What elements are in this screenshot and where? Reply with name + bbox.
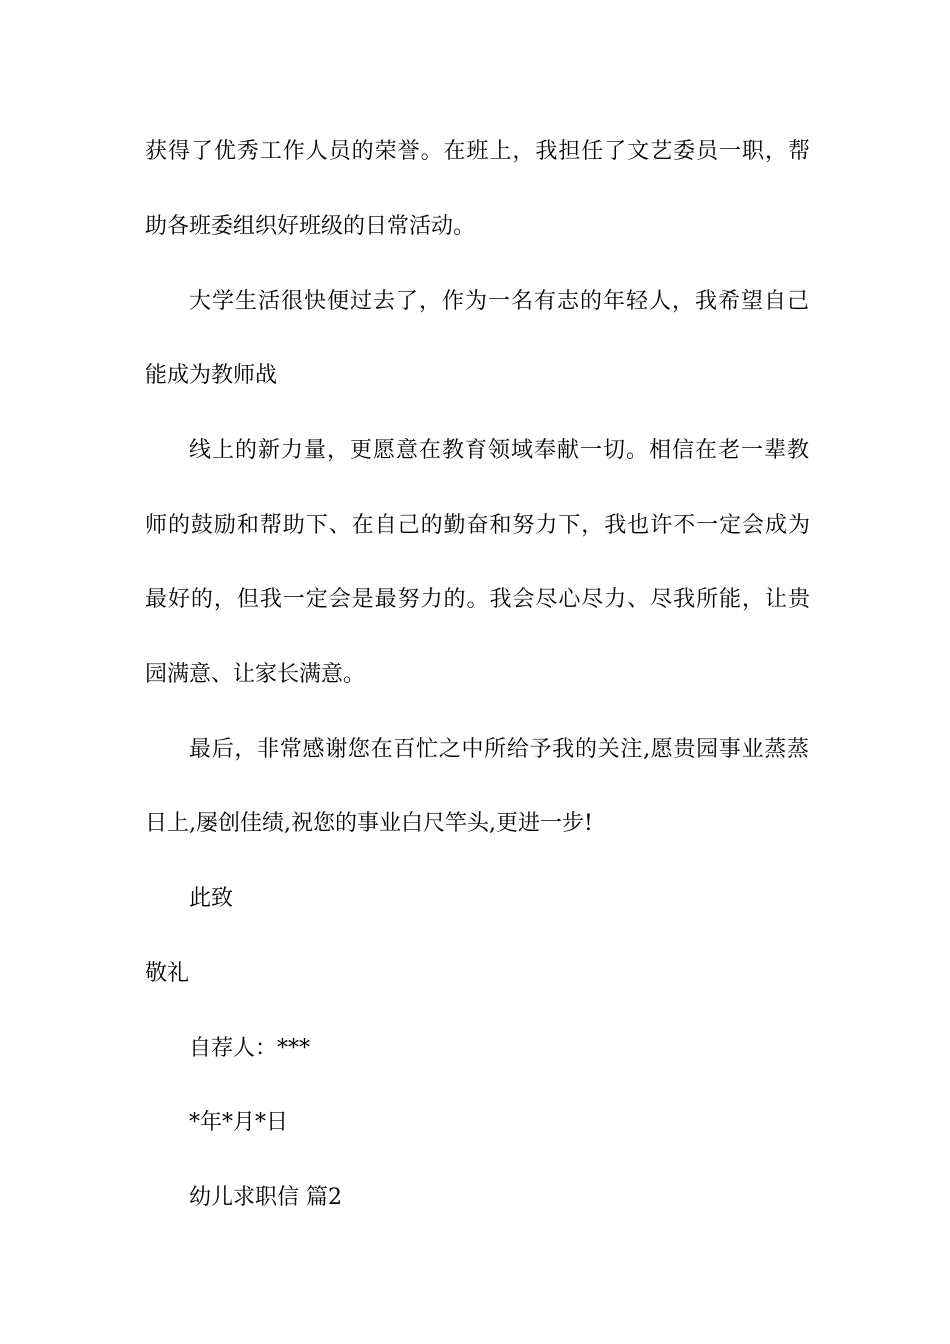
date-line: *年*月*日 (189, 1110, 289, 1135)
paragraph-line-5: 线上的新力量，更愿意在教育领域奉献一切。相信在老一辈教 (189, 438, 809, 463)
paragraph-line-10: 日上,屡创佳绩,祝您的事业白尺竿头,更进一步! (145, 811, 593, 836)
closing-salutation: 此致 (189, 886, 234, 911)
signature-line: 自荐人：*** (189, 1036, 311, 1061)
closing-regards: 敬礼 (145, 961, 190, 986)
paragraph-line-8: 园满意、让家长满意。 (145, 662, 366, 687)
paragraph-line-1: 获得了优秀工作人员的荣誉。在班上，我担任了文艺委员一职，帮 (145, 139, 810, 164)
paragraph-line-7: 最好的，但我一定会是最努力的。我会尽心尽力、尽我所能，让贵 (145, 587, 810, 612)
paragraph-line-9: 最后，非常感谢您在百忙之中所给予我的关注,愿贵园事业蒸蒸 (189, 737, 809, 762)
paragraph-line-3: 大学生活很快便过去了，作为一名有志的年轻人，我希望自己 (189, 289, 809, 314)
paragraph-line-4: 能成为教师战 (145, 363, 278, 388)
section-heading: 幼儿求职信 篇2 (189, 1185, 342, 1210)
paragraph-line-2: 助各班委组织好班级的日常活动。 (145, 214, 476, 239)
paragraph-line-6: 师的鼓励和帮助下、在自己的勤奋和努力下，我也许不一定会成为 (145, 513, 810, 538)
